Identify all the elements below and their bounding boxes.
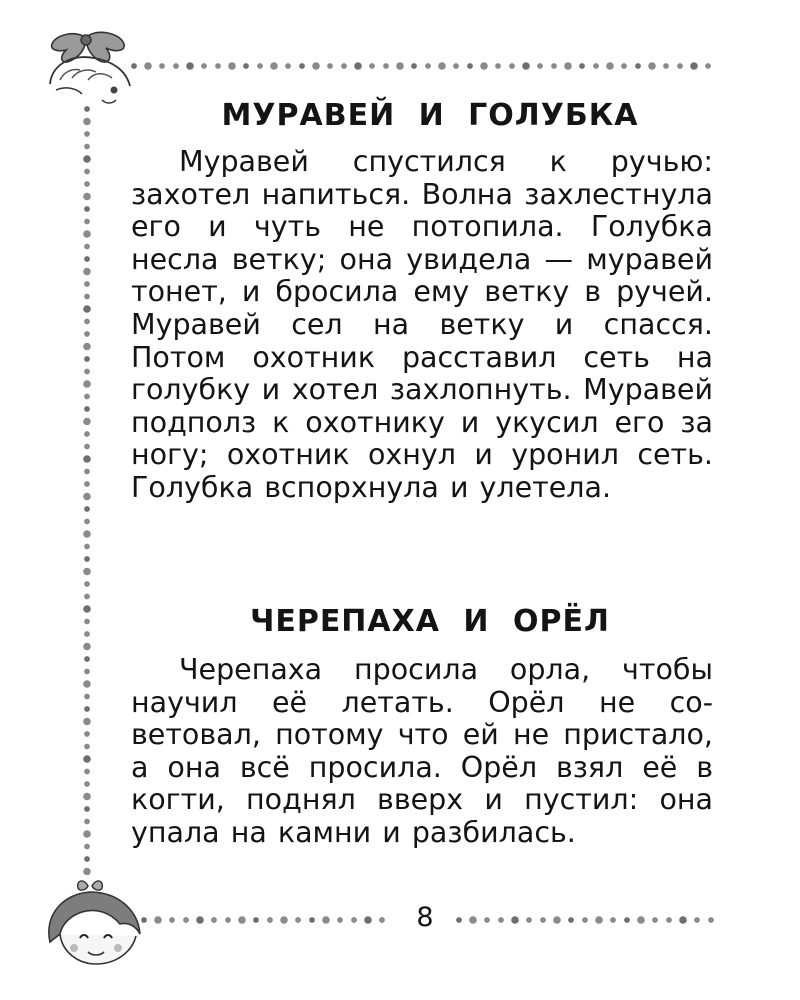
border-dot: [84, 544, 90, 550]
border-dot: [257, 63, 263, 69]
border-dot: [84, 469, 90, 475]
border-dot: [83, 793, 91, 801]
border-dot: [83, 680, 91, 688]
border-dot: [456, 917, 462, 923]
border-dot: [225, 917, 231, 923]
border-dot: [383, 63, 389, 69]
border-dot: [509, 63, 515, 69]
border-dot: [186, 62, 194, 70]
border-dot: [84, 844, 90, 850]
border-dot: [84, 706, 90, 712]
border-dot: [84, 744, 90, 750]
border-dot: [480, 62, 488, 70]
border-dot: [215, 63, 221, 69]
border-dot: [83, 418, 91, 426]
border-dot: [411, 63, 417, 69]
border-dot: [267, 917, 273, 923]
story-title-2: ЧЕРЕПАХА И ОРЁЛ: [250, 604, 610, 639]
border-dot: [663, 63, 669, 69]
border-dot: [621, 63, 627, 69]
border-dot: [606, 62, 614, 70]
border-dot: [337, 917, 343, 923]
border-dot: [238, 916, 246, 924]
border-dot: [84, 106, 90, 112]
border-dot: [84, 294, 90, 300]
border-dot: [299, 63, 305, 69]
border-dot: [84, 256, 90, 262]
border-dot: [84, 769, 90, 775]
border-dot: [84, 444, 90, 450]
border-dot: [84, 556, 90, 562]
border-dot: [84, 619, 90, 625]
border-dot: [83, 380, 91, 388]
border-dot: [540, 917, 546, 923]
border-dot: [83, 493, 91, 501]
border-dot: [467, 63, 473, 69]
border-dot: [469, 916, 477, 924]
border-dot: [495, 63, 501, 69]
border-dot: [270, 62, 278, 70]
border-dot: [396, 62, 404, 70]
border-dot: [453, 63, 459, 69]
border-dot: [83, 605, 91, 613]
border-dot: [83, 568, 91, 576]
border-dot: [84, 169, 90, 175]
border-dot: [84, 631, 90, 637]
border-dot: [84, 656, 90, 662]
border-dot: [84, 431, 90, 437]
border-dot: [196, 916, 204, 924]
border-dot: [295, 917, 301, 923]
border-dot: [364, 916, 372, 924]
border-dot: [83, 830, 91, 838]
border-dot: [84, 481, 90, 487]
border-dot: [228, 62, 236, 70]
border-dot: [280, 916, 288, 924]
border-dot: [84, 694, 90, 700]
border-dot: [564, 62, 572, 70]
border-dot: [84, 331, 90, 337]
border-dot: [677, 63, 683, 69]
border-dot: [84, 506, 90, 512]
story-text-1: Муравей спустился к ручью: захотел напиться. Волна захлестнула его и чуть не потопила. Голубка несла ветку; она увидела — муравей тонет, и бросила ему ветку в ручей. Муравей сел на ветку и спасся. Потом охотник расставил сеть на голубку и хотел захлопнуть. Муравей подполз к охотнику и укусил его за ногу; охотник охнул и уронил сеть. Голубка вспорхнула и улетела.: [131, 145, 713, 504]
bottom-left-dotted-border: [140, 913, 395, 927]
border-dot: [84, 144, 90, 150]
border-dot: [369, 63, 375, 69]
border-dot: [551, 63, 557, 69]
border-dot: [84, 369, 90, 375]
border-dot: [652, 917, 658, 923]
border-dot: [83, 643, 91, 651]
border-dot: [84, 356, 90, 362]
border-dot: [522, 62, 530, 70]
border-dot: [84, 131, 90, 137]
border-dot: [593, 63, 599, 69]
border-dot: [83, 530, 91, 538]
girl-face-icon: [40, 872, 152, 967]
border-dot: [312, 62, 320, 70]
border-dot: [568, 917, 574, 923]
border-dot: [425, 63, 431, 69]
border-dot: [159, 63, 165, 69]
border-dot: [579, 63, 585, 69]
border-dot: [666, 917, 672, 923]
border-dot: [84, 806, 90, 812]
border-dot: [253, 917, 259, 923]
border-dot: [648, 62, 656, 70]
border-dot: [131, 63, 137, 69]
border-dot: [243, 63, 249, 69]
border-dot: [511, 916, 519, 924]
border-dot: [526, 917, 532, 923]
border-dot: [694, 917, 700, 923]
border-dot: [83, 755, 91, 763]
border-dot: [553, 916, 561, 924]
border-dot: [582, 917, 588, 923]
border-dot: [637, 916, 645, 924]
girl-hair-bow-icon: [42, 28, 142, 108]
border-dot: [537, 63, 543, 69]
border-dot: [84, 281, 90, 287]
border-dot: [84, 669, 90, 675]
border-dot: [84, 594, 90, 600]
border-dot: [84, 819, 90, 825]
border-dot: [84, 731, 90, 737]
border-dot: [354, 62, 362, 70]
story-title-1: МУРАВЕЙ И ГОЛУБКА: [221, 98, 639, 133]
border-dot: [624, 917, 630, 923]
border-dot: [498, 917, 504, 923]
border-dot: [83, 268, 91, 276]
border-dot: [84, 219, 90, 225]
border-dot: [84, 406, 90, 412]
border-dot: [154, 916, 162, 924]
border-dot: [83, 718, 91, 726]
border-dot: [84, 394, 90, 400]
border-dot: [84, 181, 90, 187]
border-dot: [83, 230, 91, 238]
border-dot: [484, 917, 490, 923]
border-dot: [327, 63, 333, 69]
border-dot: [322, 916, 330, 924]
story-text-2: Черепаха просила орла, чтобы научил её летать. Орёл не советовал, потому что ей не пристало, а она всё просила. Орёл взял её в когти, поднял вверх и пустил: она упала на камни и разбилась.: [131, 653, 713, 849]
border-dot: [84, 244, 90, 250]
border-dot: [144, 62, 152, 70]
border-dot: [211, 917, 217, 923]
bottom-right-dotted-border: [455, 913, 715, 927]
border-dot: [610, 917, 616, 923]
border-dot: [84, 856, 90, 862]
border-dot: [83, 305, 91, 313]
border-dot: [83, 118, 91, 126]
border-dot: [84, 781, 90, 787]
border-dot: [83, 155, 91, 163]
left-dotted-border: [80, 105, 94, 875]
border-dot: [83, 343, 91, 351]
border-dot: [438, 62, 446, 70]
border-dot: [635, 63, 641, 69]
border-dot: [183, 917, 189, 923]
border-dot: [309, 917, 315, 923]
border-dot: [285, 63, 291, 69]
border-dot: [173, 63, 179, 69]
border-dot: [351, 917, 357, 923]
border-dot: [708, 917, 714, 923]
top-dotted-border: [130, 59, 715, 73]
border-dot: [84, 206, 90, 212]
border-dot: [83, 193, 91, 201]
border-dot: [84, 319, 90, 325]
border-dot: [84, 581, 90, 587]
border-dot: [83, 455, 91, 463]
border-dot: [169, 917, 175, 923]
border-dot: [679, 916, 687, 924]
page-number: 8: [416, 902, 434, 933]
border-dot: [705, 63, 711, 69]
border-dot: [201, 63, 207, 69]
border-dot: [690, 62, 698, 70]
border-dot: [341, 63, 347, 69]
border-dot: [379, 917, 385, 923]
border-dot: [595, 916, 603, 924]
border-dot: [84, 519, 90, 525]
